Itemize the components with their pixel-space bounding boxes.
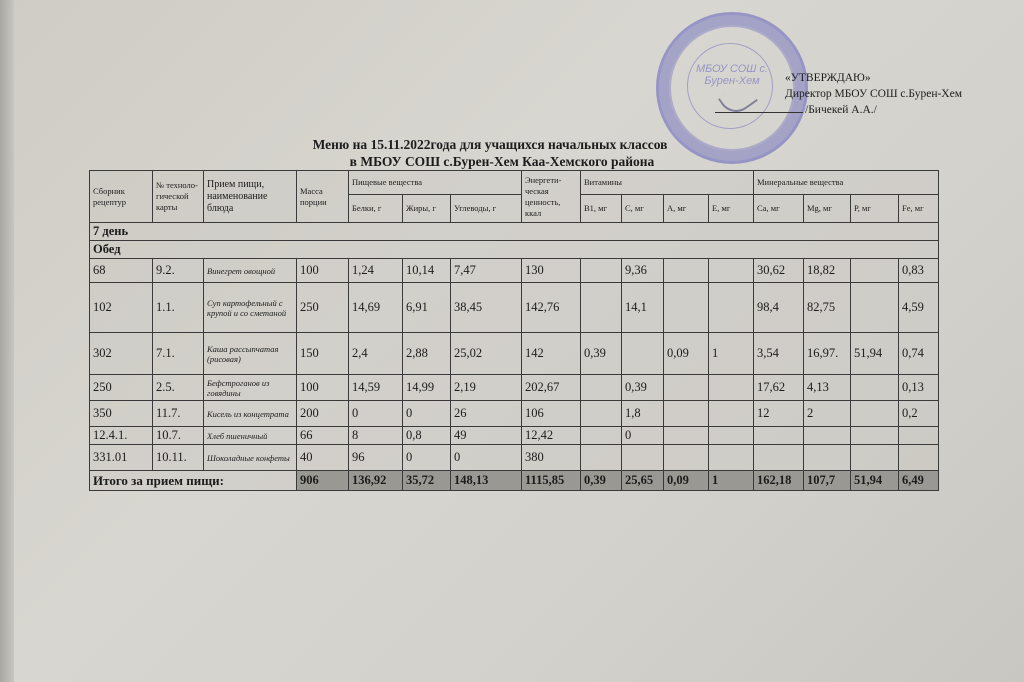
cell-card: 9.2.: [153, 259, 204, 283]
cell-energy: 12,42: [522, 427, 581, 445]
cell-dish: Винегрет овощной: [204, 259, 297, 283]
cell-card: 10.7.: [153, 427, 204, 445]
cell-a: [664, 445, 709, 471]
cell-fat: 10,14: [403, 259, 451, 283]
cell-ca: 30,62: [754, 259, 804, 283]
cell-fe: 0,13: [899, 375, 939, 401]
cell-c: 0,39: [622, 375, 664, 401]
cell-p: [851, 401, 899, 427]
cell-protein: 8: [349, 427, 403, 445]
header-fe: Fe, мг: [899, 195, 939, 223]
cell-mass: 40: [297, 445, 349, 471]
cell-mass: 100: [297, 259, 349, 283]
approval-position: Директор МБОУ СОШ с.Бурен-Хем: [785, 88, 962, 100]
cell-ca: [754, 427, 804, 445]
total-p: 51,94: [851, 471, 899, 491]
table-row: [90, 259, 939, 283]
cell-fat: 0: [403, 401, 451, 427]
cell-protein: 0: [349, 401, 403, 427]
cell-ca: 3,54: [754, 333, 804, 375]
cell-mass: 100: [297, 375, 349, 401]
cell-fe: [899, 427, 939, 445]
cell-mg: 18,82: [804, 259, 851, 283]
cell-recipe: 68: [90, 259, 153, 283]
cell-mg: [804, 427, 851, 445]
cell-card: 10.11.: [153, 445, 204, 471]
cell-a: [664, 283, 709, 333]
approval-heading: «УТВЕРЖДАЮ»: [785, 72, 871, 84]
total-fe: 6,49: [899, 471, 939, 491]
total-fat: 35,72: [403, 471, 451, 491]
cell-carbs: 7,47: [451, 259, 522, 283]
header-energy: Энергети-ческая ценность, ккал: [522, 171, 581, 223]
cell-c: [622, 333, 664, 375]
cell-b1: [581, 401, 622, 427]
cell-e: [709, 259, 754, 283]
cell-e: [709, 445, 754, 471]
cell-fe: 0,2: [899, 401, 939, 427]
cell-mg: 2: [804, 401, 851, 427]
total-ca: 162,18: [754, 471, 804, 491]
cell-e: 1: [709, 333, 754, 375]
cell-mg: 82,75: [804, 283, 851, 333]
header-ca: Ca, мг: [754, 195, 804, 223]
cell-b1: [581, 283, 622, 333]
table-row: [90, 401, 939, 427]
cell-c: 1,8: [622, 401, 664, 427]
cell-protein: 96: [349, 445, 403, 471]
cell-mg: 16,97.: [804, 333, 851, 375]
cell-e: [709, 283, 754, 333]
approval-signature-line: [785, 102, 962, 118]
cell-fat: 14,99: [403, 375, 451, 401]
cell-protein: 1,24: [349, 259, 403, 283]
cell-b1: [581, 445, 622, 471]
signature-underline: [715, 112, 803, 113]
cell-c: 9,36: [622, 259, 664, 283]
total-carbs: 148,13: [451, 471, 522, 491]
total-protein: 136,92: [349, 471, 403, 491]
cell-fat: 2,88: [403, 333, 451, 375]
cell-energy: 380: [522, 445, 581, 471]
cell-recipe: 250: [90, 375, 153, 401]
cell-mass: 200: [297, 401, 349, 427]
cell-card: 1.1.: [153, 283, 204, 333]
total-row: [90, 471, 939, 491]
cell-carbs: 38,45: [451, 283, 522, 333]
header-e: E, мг: [709, 195, 754, 223]
cell-c: [622, 445, 664, 471]
header-c: C, мг: [622, 195, 664, 223]
cell-energy: 130: [522, 259, 581, 283]
cell-ca: [754, 445, 804, 471]
cell-ca: 17,62: [754, 375, 804, 401]
cell-carbs: 49: [451, 427, 522, 445]
menu-title-line2: в МБОУ СОШ с.Бурен-Хем Каа-Хемского района: [349, 154, 655, 169]
cell-mg: 4,13: [804, 375, 851, 401]
header-a: A, мг: [664, 195, 709, 223]
cell-recipe: 302: [90, 333, 153, 375]
cell-dish: Шоколадные конфеты: [204, 445, 297, 471]
total-c: 25,65: [622, 471, 664, 491]
header-meal-name: Прием пищи, наименование блюда: [204, 171, 297, 223]
cell-dish: Кисель из концетрата: [204, 401, 297, 427]
cell-p: [851, 259, 899, 283]
header-portion-mass: Масса порции: [297, 171, 349, 223]
cell-e: [709, 427, 754, 445]
cell-carbs: 25,02: [451, 333, 522, 375]
cell-dish: Суп картофельный с крупой и со сметаной: [204, 283, 297, 333]
cell-c: 14,1: [622, 283, 664, 333]
cell-mg: [804, 445, 851, 471]
page-edge: [0, 0, 14, 682]
header-mg: Mg, мг: [804, 195, 851, 223]
cell-protein: 14,69: [349, 283, 403, 333]
day-row: [90, 223, 939, 241]
cell-energy: 202,67: [522, 375, 581, 401]
cell-mass: 150: [297, 333, 349, 375]
cell-fe: 0,74: [899, 333, 939, 375]
cell-card: 11.7.: [153, 401, 204, 427]
cell-p: [851, 445, 899, 471]
cell-b1: 0,39: [581, 333, 622, 375]
cell-fat: 6,91: [403, 283, 451, 333]
cell-energy: 142,76: [522, 283, 581, 333]
cell-protein: 14,59: [349, 375, 403, 401]
cell-carbs: 2,19: [451, 375, 522, 401]
cell-recipe: 102: [90, 283, 153, 333]
approval-signature-name: /Бичекей А.А./: [805, 104, 877, 116]
cell-energy: 142: [522, 333, 581, 375]
cell-e: [709, 375, 754, 401]
header-fat: Жиры, г: [403, 195, 451, 223]
cell-ca: 98,4: [754, 283, 804, 333]
cell-fe: 4,59: [899, 283, 939, 333]
cell-fat: 0: [403, 445, 451, 471]
cell-ca: 12: [754, 401, 804, 427]
cell-carbs: 0: [451, 445, 522, 471]
cell-mass: 250: [297, 283, 349, 333]
cell-a: [664, 427, 709, 445]
cell-protein: 2,4: [349, 333, 403, 375]
header-nutrients: Пищевые вещества: [349, 171, 522, 195]
header-b1: B1, мг: [581, 195, 622, 223]
table-row: [90, 445, 939, 471]
header-p: P, мг: [851, 195, 899, 223]
cell-a: [664, 401, 709, 427]
total-a: 0,09: [664, 471, 709, 491]
cell-fat: 0,8: [403, 427, 451, 445]
cell-p: [851, 283, 899, 333]
cell-b1: [581, 375, 622, 401]
cell-a: 0,09: [664, 333, 709, 375]
cell-energy: 106: [522, 401, 581, 427]
header-vitamins: Витамины: [581, 171, 754, 195]
total-mass: 906: [297, 471, 349, 491]
cell-c: 0: [622, 427, 664, 445]
table-row: [90, 427, 939, 445]
cell-recipe: 331.01: [90, 445, 153, 471]
cell-card: 2.5.: [153, 375, 204, 401]
meal-row: [90, 241, 939, 259]
cell-e: [709, 401, 754, 427]
cell-b1: [581, 427, 622, 445]
cell-p: 51,94: [851, 333, 899, 375]
stamp-text: МБОУ СОШ с. Бурен-Хем: [695, 63, 769, 87]
cell-dish: Бефстроганов из говядины: [204, 375, 297, 401]
header-carbs: Углеводы, г: [451, 195, 522, 223]
cell-recipe: 12.4.1.: [90, 427, 153, 445]
cell-a: [664, 259, 709, 283]
cell-carbs: 26: [451, 401, 522, 427]
cell-mass: 66: [297, 427, 349, 445]
table-row: [90, 333, 939, 375]
cell-dish: Каша рассыпчатая (рисовая): [204, 333, 297, 375]
cell-b1: [581, 259, 622, 283]
header-tech-card: № техноло-гической карты: [153, 171, 204, 223]
cell-fe: [899, 445, 939, 471]
cell-recipe: 350: [90, 401, 153, 427]
menu-title-line1: Меню на 15.11.2022года для учащихся начальных классов: [312, 137, 668, 152]
cell-p: [851, 375, 899, 401]
table-row: [90, 375, 939, 401]
cell-a: [664, 375, 709, 401]
meal-label: Обед: [90, 241, 939, 259]
cell-fe: 0,83: [899, 259, 939, 283]
day-label: 7 день: [90, 223, 939, 241]
menu-table: [89, 170, 939, 491]
total-label: Итого за прием пищи:: [90, 471, 297, 491]
total-mg: 107,7: [804, 471, 851, 491]
header-recipe-collection: Сборник рецептур: [90, 171, 153, 223]
cell-dish: Хлеб пшеничный: [204, 427, 297, 445]
total-energy: 1115,85: [522, 471, 581, 491]
total-b1: 0,39: [581, 471, 622, 491]
table-row: [90, 283, 939, 333]
header-minerals: Минеральные вещества: [754, 171, 939, 195]
total-e: 1: [709, 471, 754, 491]
approval-block: [785, 70, 962, 118]
cell-card: 7.1.: [153, 333, 204, 375]
header-protein: Белки, г: [349, 195, 403, 223]
cell-p: [851, 427, 899, 445]
